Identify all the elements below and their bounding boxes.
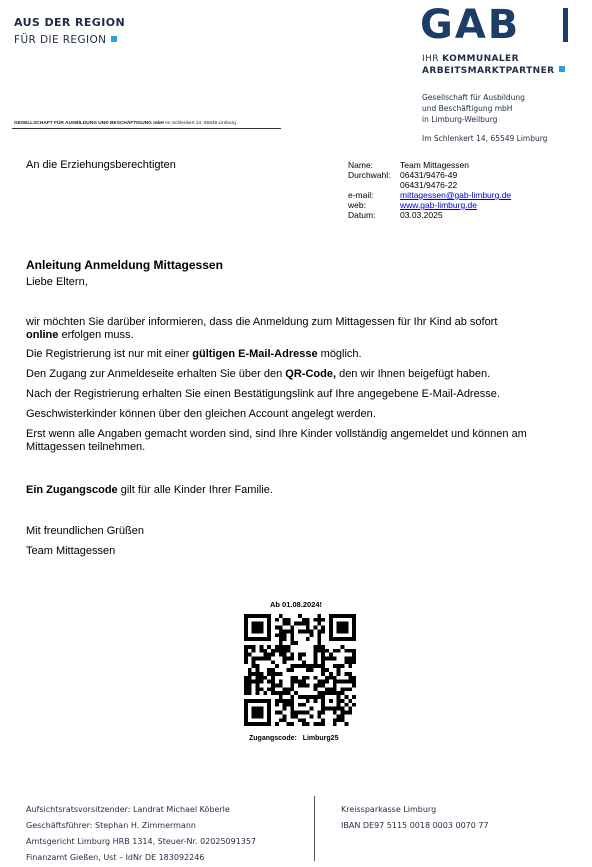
- logo-tagline-line1: [422, 54, 519, 64]
- paragraph-online: [26, 316, 580, 342]
- company-line: und Beschäftigung mbH: [422, 104, 513, 113]
- p3-text: Den Zugang zur Anmeldeseite erhalten Sie über den: [26, 368, 286, 380]
- closing: Mit freundlichen Grüßen: [26, 525, 144, 537]
- qr-code-icon[interactable]: [244, 614, 356, 726]
- access-code-value: Limburg25: [302, 735, 339, 742]
- p1-text: wir möchten Sie darüber informieren, dass die Anmeldung zum Mittagessen für Ihr Kind ab sofort: [26, 316, 498, 328]
- tagline-prefix: IHR: [422, 54, 439, 64]
- sender-company: GESELLSCHAFT FÜR AUSBILDUNG UND BESCHÄFTIGUNG mbH: [14, 121, 164, 126]
- date-label: Datum:: [348, 210, 376, 220]
- recipient: An die Erziehungsberechtigten: [26, 159, 176, 171]
- p1-bold: online: [26, 329, 59, 341]
- access-code-label: Zugangscode:: [249, 735, 297, 742]
- region-slogan-line2: [14, 34, 117, 46]
- p2-text-end: möglich.: [317, 348, 362, 360]
- company-line: Gesellschaft für Ausbildung: [422, 93, 525, 102]
- p7-bold: Ein Zugangscode: [26, 484, 118, 496]
- accent-square-icon: [111, 36, 117, 42]
- name-value: Team Mittagessen: [400, 160, 469, 170]
- paragraph-complete: Erst wenn alle Angaben gemacht worden sind, sind Ihre Kinder vollständig angemeldet und können am Mittagessen teilnehmen.: [26, 428, 527, 453]
- logo-tagline-line2: [422, 66, 565, 76]
- web-label: web:: [348, 200, 366, 210]
- p2-bold: gültigen E-Mail-Adresse: [192, 348, 318, 360]
- access-code: [249, 735, 338, 742]
- paragraph-confirmation: Nach der Registrierung erhalten Sie einen Bestätigungslink auf Ihre angegebene E-Mail-Adresse.: [26, 388, 500, 400]
- region-slogan-line1: AUS DER REGION: [14, 16, 126, 29]
- phone-value-1: 06431/9476-49: [400, 170, 458, 180]
- letter-body: [26, 259, 580, 558]
- sender-address: Im Schlenkert 14, 65549 Limburg: [165, 121, 236, 126]
- footer-line: Geschäftsführer: Stephan H. Zimmermann: [26, 821, 196, 830]
- footer-bank-name: Kreissparkasse Limburg: [341, 805, 437, 814]
- footer-line: Finanzamt Gießen, Ust – IdNr DE 183092246: [26, 853, 205, 862]
- salutation: Liebe Eltern,: [26, 276, 88, 288]
- tagline-line2-text: ARBEITSMARKTPARTNER: [422, 66, 555, 76]
- footer-line: Amtsgericht Limburg HRB 1314, Steuer-Nr. 02025091357: [26, 837, 257, 846]
- paragraph-siblings: Geschwisterkinder können über den gleichen Account angelegt werden.: [26, 408, 376, 420]
- paragraph-code: [26, 484, 580, 497]
- email-link[interactable]: mittagessen@gab-limburg.de: [400, 190, 512, 200]
- p2-text: Die Registrierung ist nur mit einer: [26, 348, 193, 360]
- email-label: e-mail:: [348, 190, 374, 200]
- footer-iban: IBAN DE97 5115 0018 0003 0070 77: [341, 821, 489, 830]
- region-slogan-text: FÜR DIE REGION: [14, 34, 107, 46]
- logo-bar-icon: [563, 8, 568, 42]
- qr-caption: Ab 01.08.2024!: [269, 600, 323, 609]
- footer-bank: [341, 802, 489, 834]
- name-label: Name:: [348, 160, 374, 170]
- date-value: 03.03.2025: [400, 210, 443, 220]
- company-line: in Limburg-Weilburg: [422, 115, 498, 124]
- phone-value-2: 06431/9476-22: [400, 180, 458, 190]
- footer-legal: [26, 802, 256, 866]
- web-link[interactable]: www.gab-limburg.de: [400, 200, 478, 210]
- sender-divider: [12, 128, 281, 129]
- paragraph-qr: [26, 368, 580, 381]
- letter-title: Anleitung Anmeldung Mittagessen: [26, 258, 223, 272]
- p7-text: gilt für alle Kinder Ihrer Familie.: [117, 484, 273, 496]
- footer-divider: [314, 796, 315, 861]
- company-block: [422, 92, 547, 144]
- tagline-bold: KOMMUNALER: [442, 54, 519, 64]
- gab-logo: GAB: [420, 2, 521, 48]
- p1-text-end: erfolgen muss.: [58, 329, 134, 341]
- footer-line: Aufsichtsratsvorsitzender: Landrat Michael Köberle: [26, 805, 230, 814]
- company-address: Im Schlenkert 14, 65549 Limburg: [422, 134, 548, 143]
- sender-line: [14, 121, 236, 126]
- contact-info: [348, 160, 511, 220]
- accent-square-icon: [559, 66, 565, 72]
- paragraph-email: [26, 348, 580, 361]
- signature: Team Mittagessen: [26, 545, 116, 557]
- p3-bold: QR-Code,: [285, 368, 337, 380]
- p3-text-end: den wir Ihnen beigefügt haben.: [336, 368, 491, 380]
- phone-label: Durchwahl:: [348, 170, 391, 180]
